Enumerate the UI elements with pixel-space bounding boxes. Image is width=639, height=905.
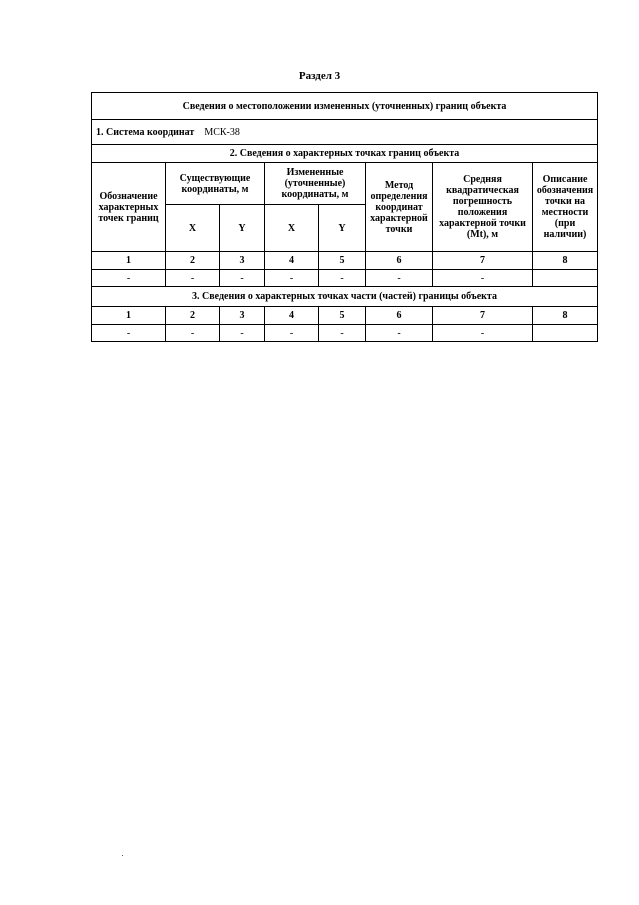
part-section-title: 3. Сведения о характерных точках части (частей) границы объекта	[92, 287, 598, 307]
column-number: 8	[533, 252, 598, 270]
col-accuracy-header: Средняя квадратическая погрешность положения характерной точки (Mt), м	[433, 163, 533, 252]
column-number: 3	[220, 252, 265, 270]
part-column-numbers-row	[92, 307, 598, 325]
table-cell: -	[265, 270, 319, 287]
section-title: Раздел 3	[298, 70, 341, 82]
table-cell: -	[220, 325, 265, 342]
table-cell	[533, 325, 598, 342]
table-cell: -	[366, 325, 433, 342]
table-row	[92, 325, 598, 342]
column-number: 4	[265, 307, 319, 325]
column-number: 1	[92, 307, 166, 325]
coordinate-system-value: МСК-38	[204, 126, 240, 138]
table-cell	[533, 270, 598, 287]
col-method-header: Метод определения координат характерной точки	[366, 163, 433, 252]
col-changed-x: X	[265, 205, 319, 252]
table-main-header: Сведения о местоположении измененных (уточненных) границ объекта	[92, 93, 598, 120]
coordinate-system-label: 1. Система координат	[96, 126, 195, 138]
column-number: 3	[220, 307, 265, 325]
column-number: 2	[166, 252, 220, 270]
table-cell: -	[166, 270, 220, 287]
column-number: 7	[433, 307, 533, 325]
column-number: 8	[533, 307, 598, 325]
scan-speck	[122, 855, 123, 856]
col-existing-x: X	[166, 205, 220, 252]
coordinate-system-row	[92, 120, 598, 145]
table-cell: -	[366, 270, 433, 287]
col-existing-y: Y	[220, 205, 265, 252]
col-existing-coords-header: Существующие координаты, м	[166, 163, 265, 205]
column-number: 4	[265, 252, 319, 270]
table-cell: -	[92, 325, 166, 342]
column-number: 6	[366, 307, 433, 325]
column-number: 5	[319, 307, 366, 325]
col-changed-coords-header: Измененные (уточненные) координаты, м	[265, 163, 366, 205]
column-number: 7	[433, 252, 533, 270]
table-cell: -	[166, 325, 220, 342]
table-cell: -	[319, 325, 366, 342]
column-number: 2	[166, 307, 220, 325]
table-cell: -	[92, 270, 166, 287]
col-description-header: Описание обозначения точки на местности (при наличии)	[533, 163, 598, 252]
table-cell: -	[433, 325, 533, 342]
col-designation-header: Обозначение характерных точек границ	[92, 163, 166, 252]
points-column-numbers-row	[92, 252, 598, 270]
column-number: 5	[319, 252, 366, 270]
column-number: 6	[366, 252, 433, 270]
table-cell: -	[265, 325, 319, 342]
table-row	[92, 270, 598, 287]
table-cell: -	[319, 270, 366, 287]
table-cell: -	[433, 270, 533, 287]
boundary-info-table	[91, 92, 598, 342]
table-cell: -	[220, 270, 265, 287]
points-section-title: 2. Сведения о характерных точках границ объекта	[92, 145, 598, 163]
column-number: 1	[92, 252, 166, 270]
col-changed-y: Y	[319, 205, 366, 252]
